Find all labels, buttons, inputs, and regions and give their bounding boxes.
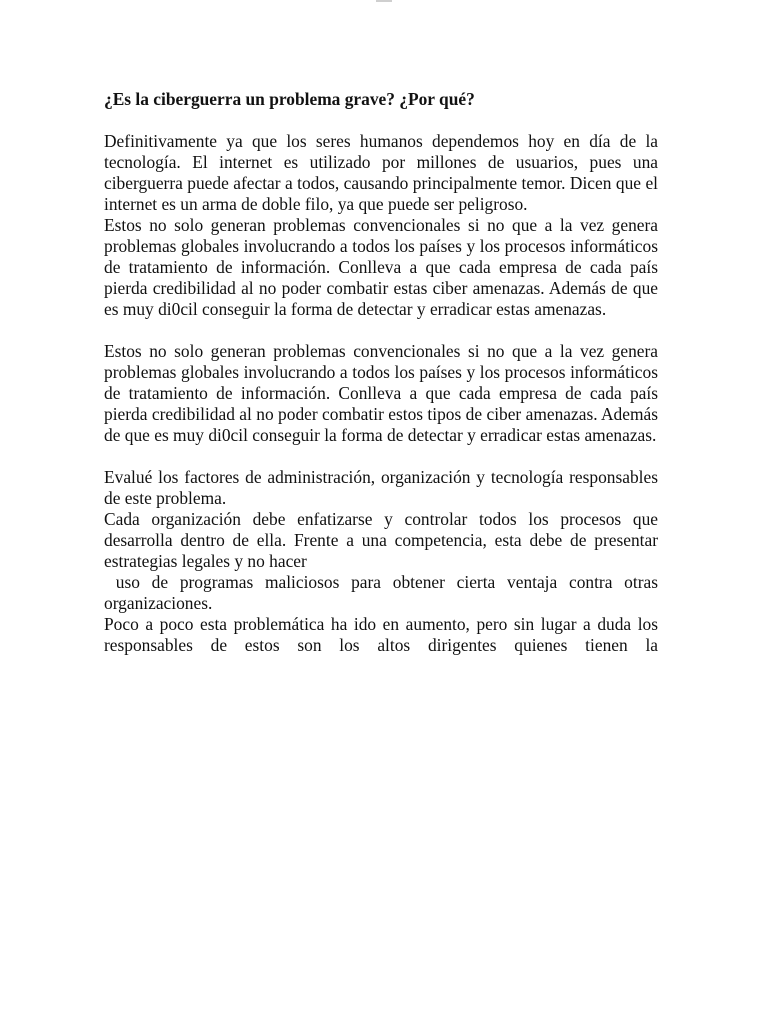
paragraph-2: Estos no solo generan problemas convencionales si no que a la vez genera problemas globales involucrando a todos los países y los procesos informáticos de tratamiento de información. Conlleva a que cada empresa de cada país pierda credibilidad al no poder combatir estas ciber amenazas. Además de que es muy di0cil conseguir la forma de detectar y erradicar estas amenazas. xyxy=(104,215,658,319)
paragraph-4: Evalué los factores de administración, organización y tecnología responsables de este problema. xyxy=(104,467,658,508)
paragraph-3: Estos no solo generan problemas convencionales si no que a la vez genera problemas globales involucrando a todos los países y los procesos informáticos de tratamiento de información. Conlleva a que cada empresa de cada país pierda credibilidad al no poder combatir estos tipos de ciber amenazas. Además de que es muy di0cil conseguir la forma de detectar y erradicar estas amenazas. xyxy=(104,341,658,445)
paragraph-1: Definitivamente ya que los seres humanos dependemos hoy en día de la tecnología. El internet es utilizado por millones de usuarios, pues una ciberguerra puede afectar a todos, causando principalmente temor. Dicen que el internet es un arma de doble filo, ya que puede ser peligroso. xyxy=(104,131,658,214)
paragraph-6: uso de programas maliciosos para obtener cierta ventaja contra otras organizaciones. xyxy=(104,572,663,613)
page-header-mark xyxy=(376,0,392,2)
document-body xyxy=(104,89,663,656)
paragraph-5: Cada organización debe enfatizarse y controlar todos los procesos que desarrolla dentro de ella. Frente a una competencia, esta debe de presentar estrategias legales y no hacer xyxy=(104,509,658,571)
question-heading: ¿Es la ciberguerra un problema grave? ¿Por qué? xyxy=(104,89,475,109)
paragraph-7: Poco a poco esta problemática ha ido en aumento, pero sin lugar a duda los responsables de estos son los altos dirigentes quienes tienen la xyxy=(104,614,658,655)
